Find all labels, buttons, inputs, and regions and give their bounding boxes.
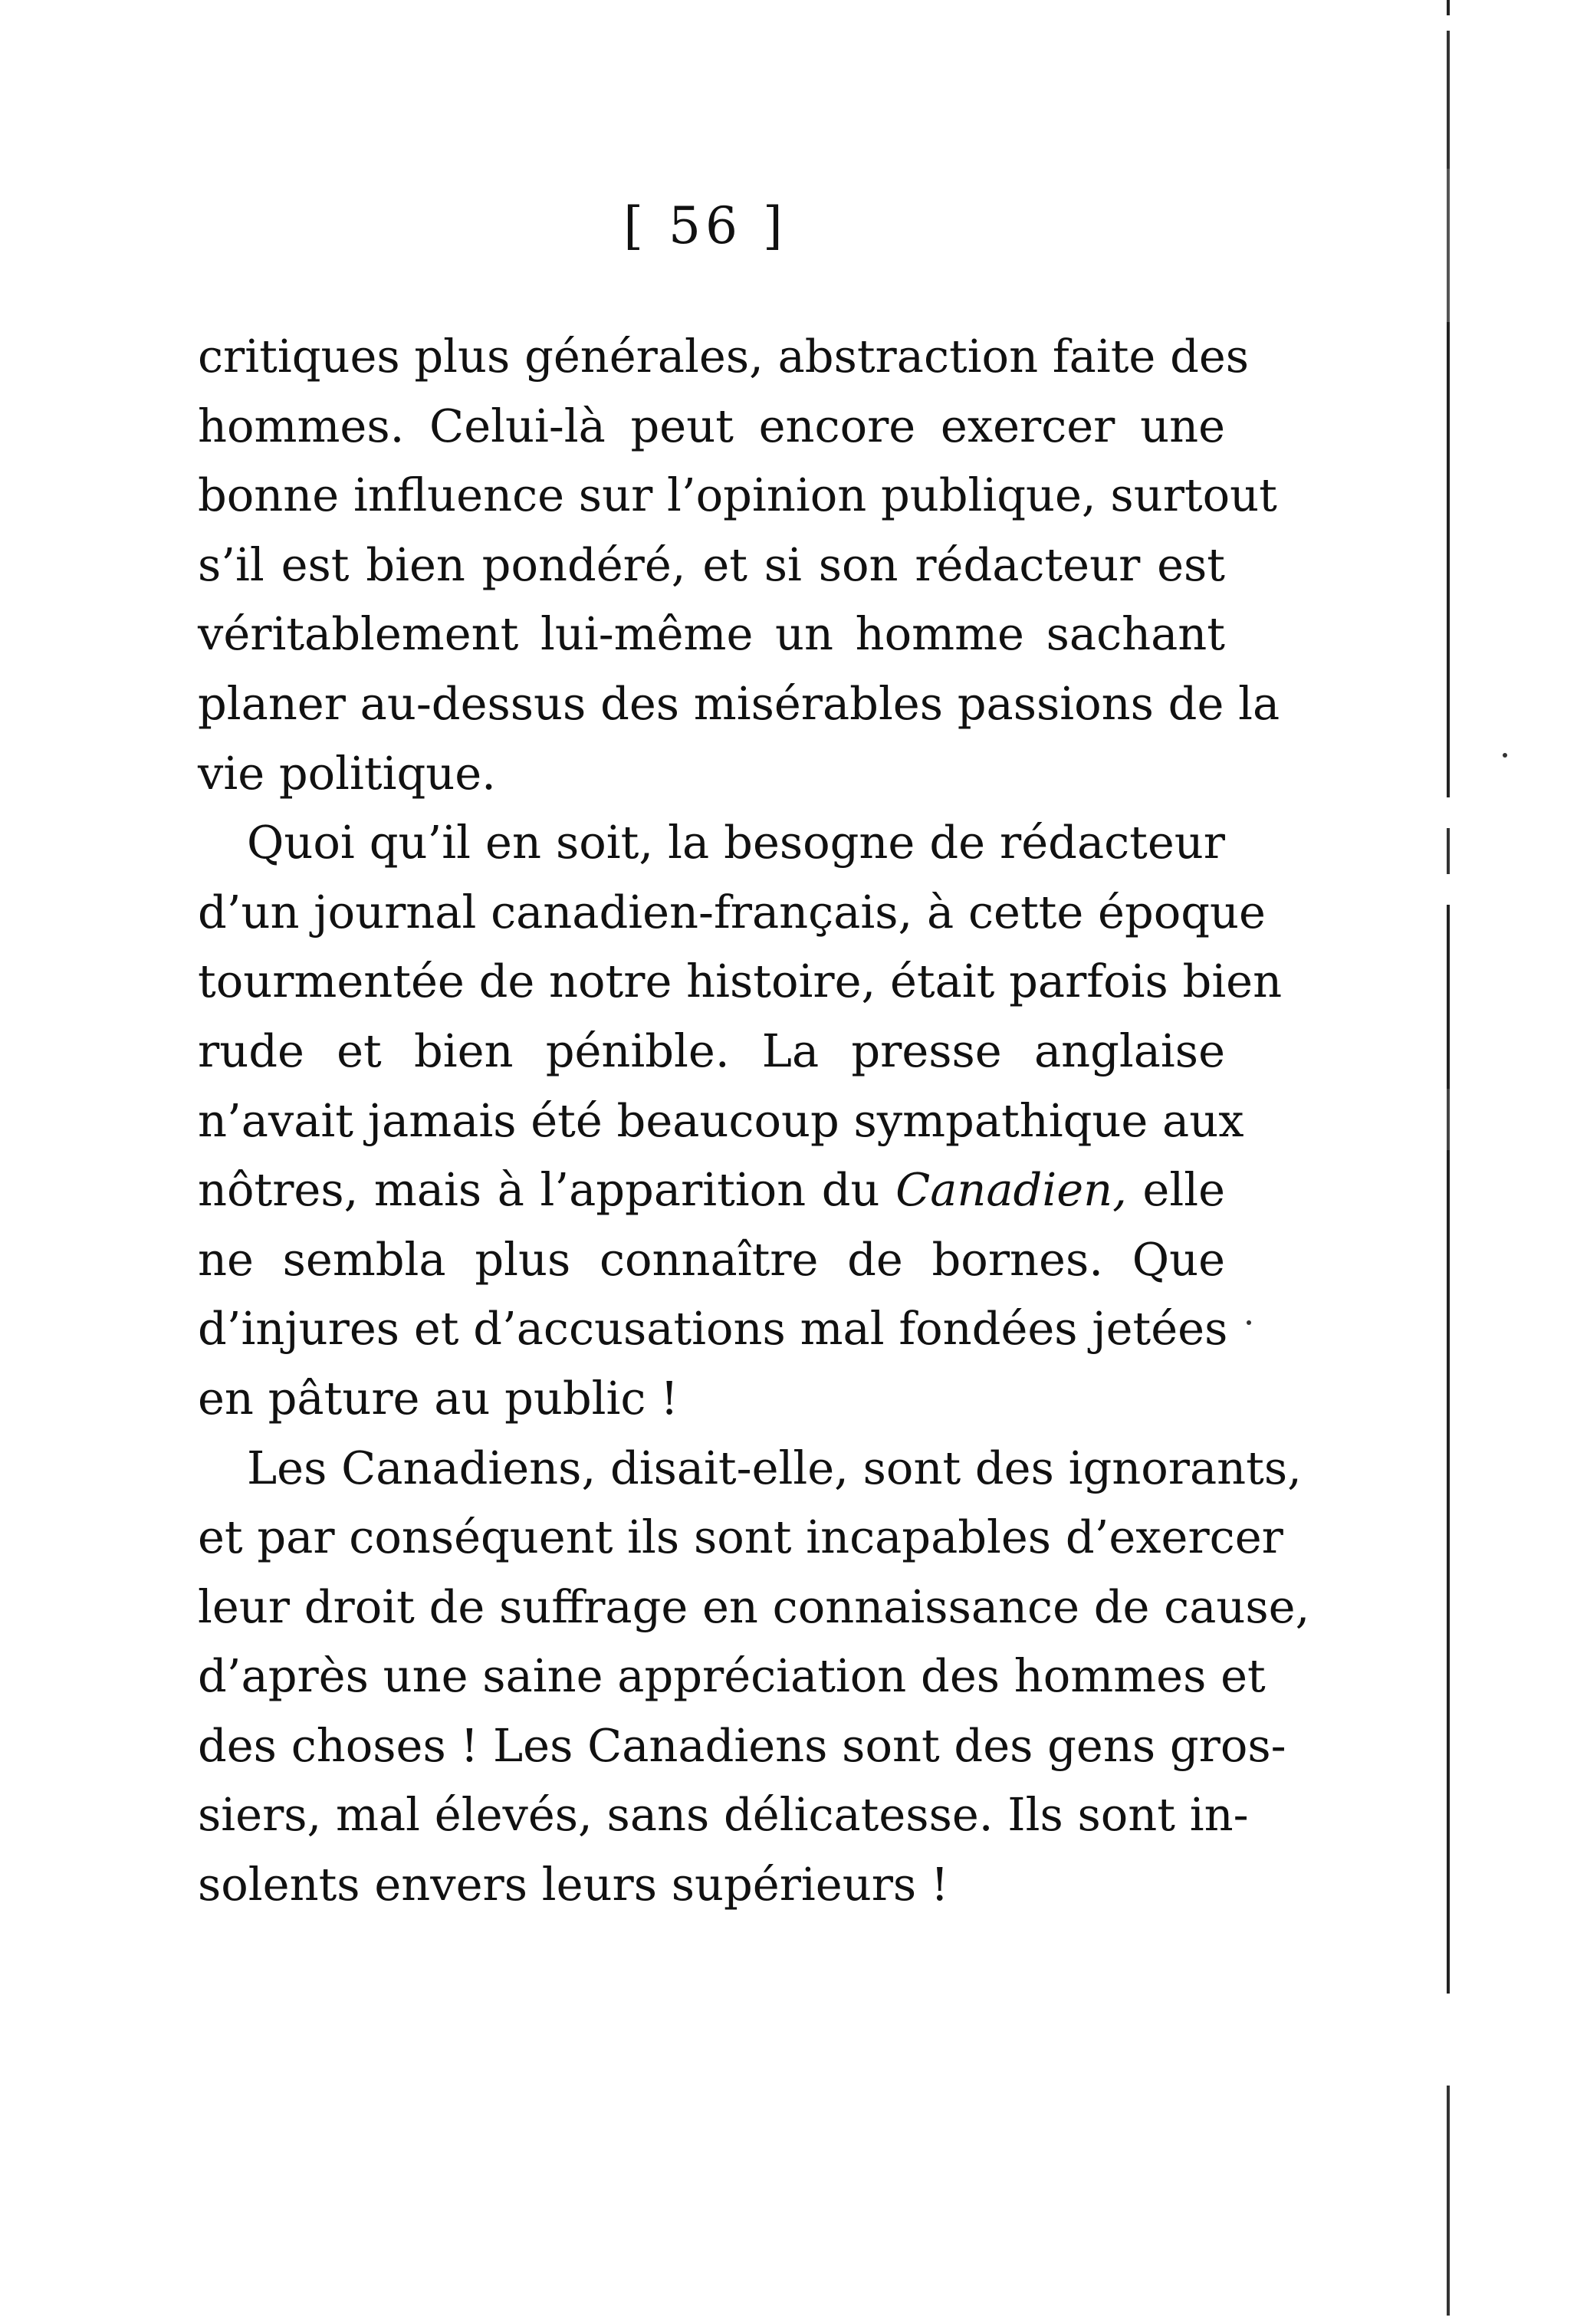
text-line: rude et bien pénible. La presse anglaise bbox=[198, 1024, 1225, 1077]
paragraph bbox=[198, 808, 1283, 1433]
text-line: bonne influence sur l’opinion publique, surtout bbox=[198, 468, 1277, 522]
text-line bbox=[198, 1155, 1225, 1225]
text-line: vie politique. bbox=[198, 746, 496, 800]
text-line: tourmentée de notre histoire, était parfois bien bbox=[198, 955, 1283, 1008]
text-line: et par conséquent ils sont incapables d’exercer bbox=[198, 1510, 1283, 1564]
text-line: en pâture au public ! bbox=[198, 1371, 678, 1425]
page-number: [ 56 ] bbox=[623, 196, 787, 255]
paragraph bbox=[198, 322, 1280, 808]
text-segment: elle bbox=[1126, 1163, 1226, 1217]
text-line: siers, mal élevés, sans délicatesse. Ils sont in- bbox=[198, 1788, 1249, 1842]
text-line: critiques plus générales, abstraction faite des bbox=[198, 330, 1250, 383]
page-edge-mark bbox=[1247, 1320, 1251, 1325]
text-line: des choses ! Les Canadiens sont des gens gros- bbox=[198, 1718, 1286, 1772]
text-line: Les Canadiens, disait-elle, sont des ignorants, bbox=[247, 1441, 1302, 1494]
text-line: d’un journal canadien-français, à cette époque bbox=[198, 885, 1266, 938]
text-line: Quoi qu’il en soit, la besogne de rédacteur bbox=[247, 816, 1225, 869]
text-line: s’il est bien pondéré, et si son rédacteur est bbox=[198, 537, 1225, 591]
text-line: véritablement lui-même un homme sachant bbox=[198, 607, 1225, 661]
text-segment: nôtres, mais à l’apparition du bbox=[198, 1163, 896, 1217]
body-text bbox=[198, 322, 1310, 1920]
page-edge-line bbox=[1447, 0, 1450, 2324]
paragraph bbox=[198, 1434, 1310, 1920]
text-line: n’avait jamais été beaucoup sympathique aux bbox=[198, 1093, 1244, 1147]
page-edge-mark bbox=[1503, 753, 1507, 758]
text-line: solents envers leurs supérieurs ! bbox=[198, 1858, 949, 1911]
text-line: leur droit de suffrage en connaissance de cause, bbox=[198, 1579, 1310, 1633]
text-line: hommes. Celui-là peut encore exercer une bbox=[198, 399, 1225, 452]
journal-title: Canadien, bbox=[895, 1163, 1127, 1217]
text-line: d’après une saine appréciation des hommes et bbox=[198, 1649, 1266, 1703]
text-line: planer au-dessus des misérables passions de la bbox=[198, 676, 1280, 730]
text-line: d’injures et d’accusations mal fondées jetées bbox=[198, 1302, 1228, 1356]
text-line: ne sembla plus connaître de bornes. Que bbox=[198, 1232, 1225, 1286]
